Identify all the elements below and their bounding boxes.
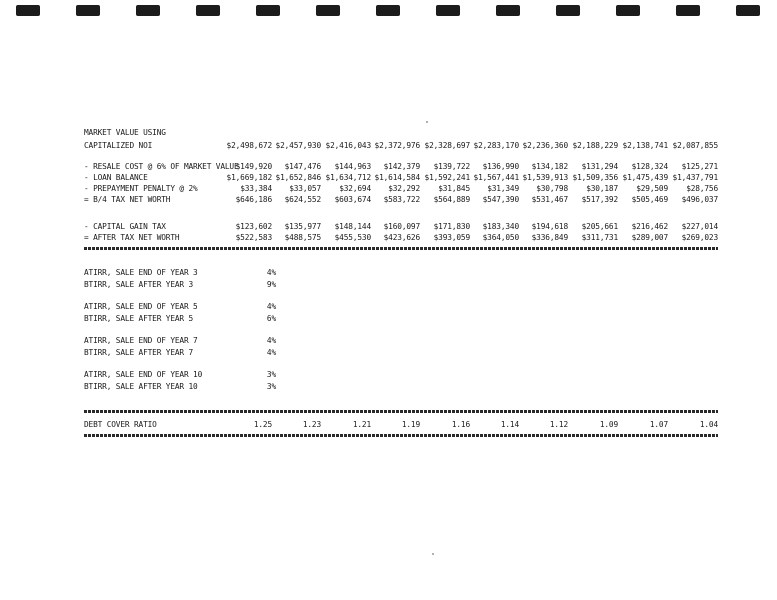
paper-speck (432, 553, 434, 555)
value-cell: $30,798 (536, 184, 568, 193)
value-cell: $227,014 (681, 222, 718, 231)
value-cell: $1,669,182 (226, 173, 272, 182)
value-cell: $1,475,439 (622, 173, 668, 182)
value-cell: $33,384 (240, 184, 272, 193)
value-cell: $1,567,441 (473, 173, 519, 182)
value-cell: $488,575 (284, 233, 321, 242)
value-cell: $216,462 (631, 222, 668, 231)
dcr-cell: 1.12 (549, 420, 568, 429)
atirr-value: 4% (266, 268, 276, 277)
value-cell: $31,349 (487, 184, 519, 193)
value-cell: $624,552 (284, 195, 321, 204)
value-cell: $31,845 (438, 184, 470, 193)
btirr-label: BTIRR, SALE AFTER YEAR 10 (84, 382, 198, 391)
market-value-cell: $2,138,741 (622, 141, 668, 150)
btirr-value: 4% (266, 348, 276, 357)
dcr-cell: 1.23 (302, 420, 321, 429)
asterisk-divider (84, 434, 718, 437)
atirr-label: ATIRR, SALE END OF YEAR 3 (84, 268, 198, 277)
dcr-cell: 1.25 (253, 420, 272, 429)
dcr-cell: 1.09 (599, 420, 618, 429)
value-cell: $1,614,584 (374, 173, 420, 182)
value-cell: $171,830 (433, 222, 470, 231)
row-label: - LOAN BALANCE (84, 173, 148, 182)
asterisk-divider (84, 410, 718, 413)
value-cell: $205,661 (581, 222, 618, 231)
dcr-cell: 1.19 (401, 420, 420, 429)
dcr-cell: 1.16 (451, 420, 470, 429)
value-cell: $194,618 (531, 222, 568, 231)
btirr-value: 3% (266, 382, 276, 391)
value-cell: $148,144 (334, 222, 371, 231)
value-cell: $32,694 (339, 184, 371, 193)
value-cell: $269,023 (681, 233, 718, 242)
btirr-label: BTIRR, SALE AFTER YEAR 5 (84, 314, 194, 323)
value-cell: $123,602 (235, 222, 272, 231)
value-cell: $393,059 (433, 233, 470, 242)
value-cell: $149,920 (235, 162, 272, 171)
value-cell: $135,977 (284, 222, 321, 231)
header-label-line1: MARKET VALUE USING (84, 128, 166, 137)
btirr-label: BTIRR, SALE AFTER YEAR 3 (84, 280, 194, 289)
value-cell: $1,539,913 (522, 173, 568, 182)
atirr-label: ATIRR, SALE END OF YEAR 7 (84, 336, 198, 345)
value-cell: $531,467 (531, 195, 568, 204)
value-cell: $32,292 (388, 184, 420, 193)
value-cell: $423,626 (383, 233, 420, 242)
value-cell: $364,050 (482, 233, 519, 242)
value-cell: $564,889 (433, 195, 470, 204)
value-cell: $496,037 (681, 195, 718, 204)
value-cell: $1,437,791 (672, 173, 718, 182)
value-cell: $547,390 (482, 195, 519, 204)
value-cell: $183,340 (482, 222, 519, 231)
value-cell: $142,379 (383, 162, 420, 171)
value-cell: $33,057 (289, 184, 321, 193)
value-cell: $646,186 (235, 195, 272, 204)
value-cell: $28,756 (686, 184, 718, 193)
value-cell: $1,509,356 (572, 173, 618, 182)
dcr-cell: 1.04 (699, 420, 718, 429)
value-cell: $289,007 (631, 233, 668, 242)
paper-speck (426, 121, 428, 123)
dcr-cell: 1.21 (352, 420, 371, 429)
dcr-label: DEBT COVER RATIO (84, 420, 157, 429)
market-value-cell: $2,372,976 (374, 141, 420, 150)
header-label-line2: CAPITALIZED NOI (84, 141, 153, 150)
dcr-cell: 1.07 (649, 420, 668, 429)
atirr-value: 4% (266, 336, 276, 345)
row-label: - CAPITAL GAIN TAX (84, 222, 166, 231)
value-cell: $455,530 (334, 233, 371, 242)
value-cell: $336,849 (531, 233, 568, 242)
value-cell: $505,469 (631, 195, 668, 204)
atirr-value: 4% (266, 302, 276, 311)
value-cell: $603,674 (334, 195, 371, 204)
value-cell: $1,592,241 (424, 173, 470, 182)
market-value-cell: $2,236,360 (522, 141, 568, 150)
value-cell: $1,634,712 (325, 173, 371, 182)
row-label: - PREPAYMENT PENALTY @ 2% (84, 184, 198, 193)
value-cell: $583,722 (383, 195, 420, 204)
market-value-cell: $2,087,855 (672, 141, 718, 150)
value-cell: $139,722 (433, 162, 470, 171)
market-value-cell: $2,283,170 (473, 141, 519, 150)
value-cell: $131,294 (581, 162, 618, 171)
btirr-value: 6% (266, 314, 276, 323)
atirr-label: ATIRR, SALE END OF YEAR 10 (84, 370, 203, 379)
value-cell: $517,392 (581, 195, 618, 204)
btirr-value: 9% (266, 280, 276, 289)
value-cell: $128,324 (631, 162, 668, 171)
value-cell: $160,097 (383, 222, 420, 231)
row-label: = B/4 TAX NET WORTH (84, 195, 171, 204)
atirr-label: ATIRR, SALE END OF YEAR 5 (84, 302, 198, 311)
value-cell: $134,182 (531, 162, 568, 171)
dcr-cell: 1.14 (500, 420, 519, 429)
value-cell: $29,509 (636, 184, 668, 193)
btirr-label: BTIRR, SALE AFTER YEAR 7 (84, 348, 194, 357)
value-cell: $30,187 (586, 184, 618, 193)
row-label: - RESALE COST @ 6% OF MARKET VALUE (84, 162, 239, 171)
value-cell: $144,963 (334, 162, 371, 171)
market-value-cell: $2,416,043 (325, 141, 371, 150)
value-cell: $147,476 (284, 162, 321, 171)
value-cell: $1,652,846 (275, 173, 321, 182)
value-cell: $136,990 (482, 162, 519, 171)
value-cell: $311,731 (581, 233, 618, 242)
market-value-cell: $2,498,672 (226, 141, 272, 150)
market-value-cell: $2,457,930 (275, 141, 321, 150)
value-cell: $522,583 (235, 233, 272, 242)
value-cell: $125,271 (681, 162, 718, 171)
row-label: = AFTER TAX NET WORTH (84, 233, 180, 242)
asterisk-divider (84, 247, 718, 250)
market-value-cell: $2,328,697 (424, 141, 470, 150)
atirr-value: 3% (266, 370, 276, 379)
market-value-cell: $2,188,229 (572, 141, 618, 150)
